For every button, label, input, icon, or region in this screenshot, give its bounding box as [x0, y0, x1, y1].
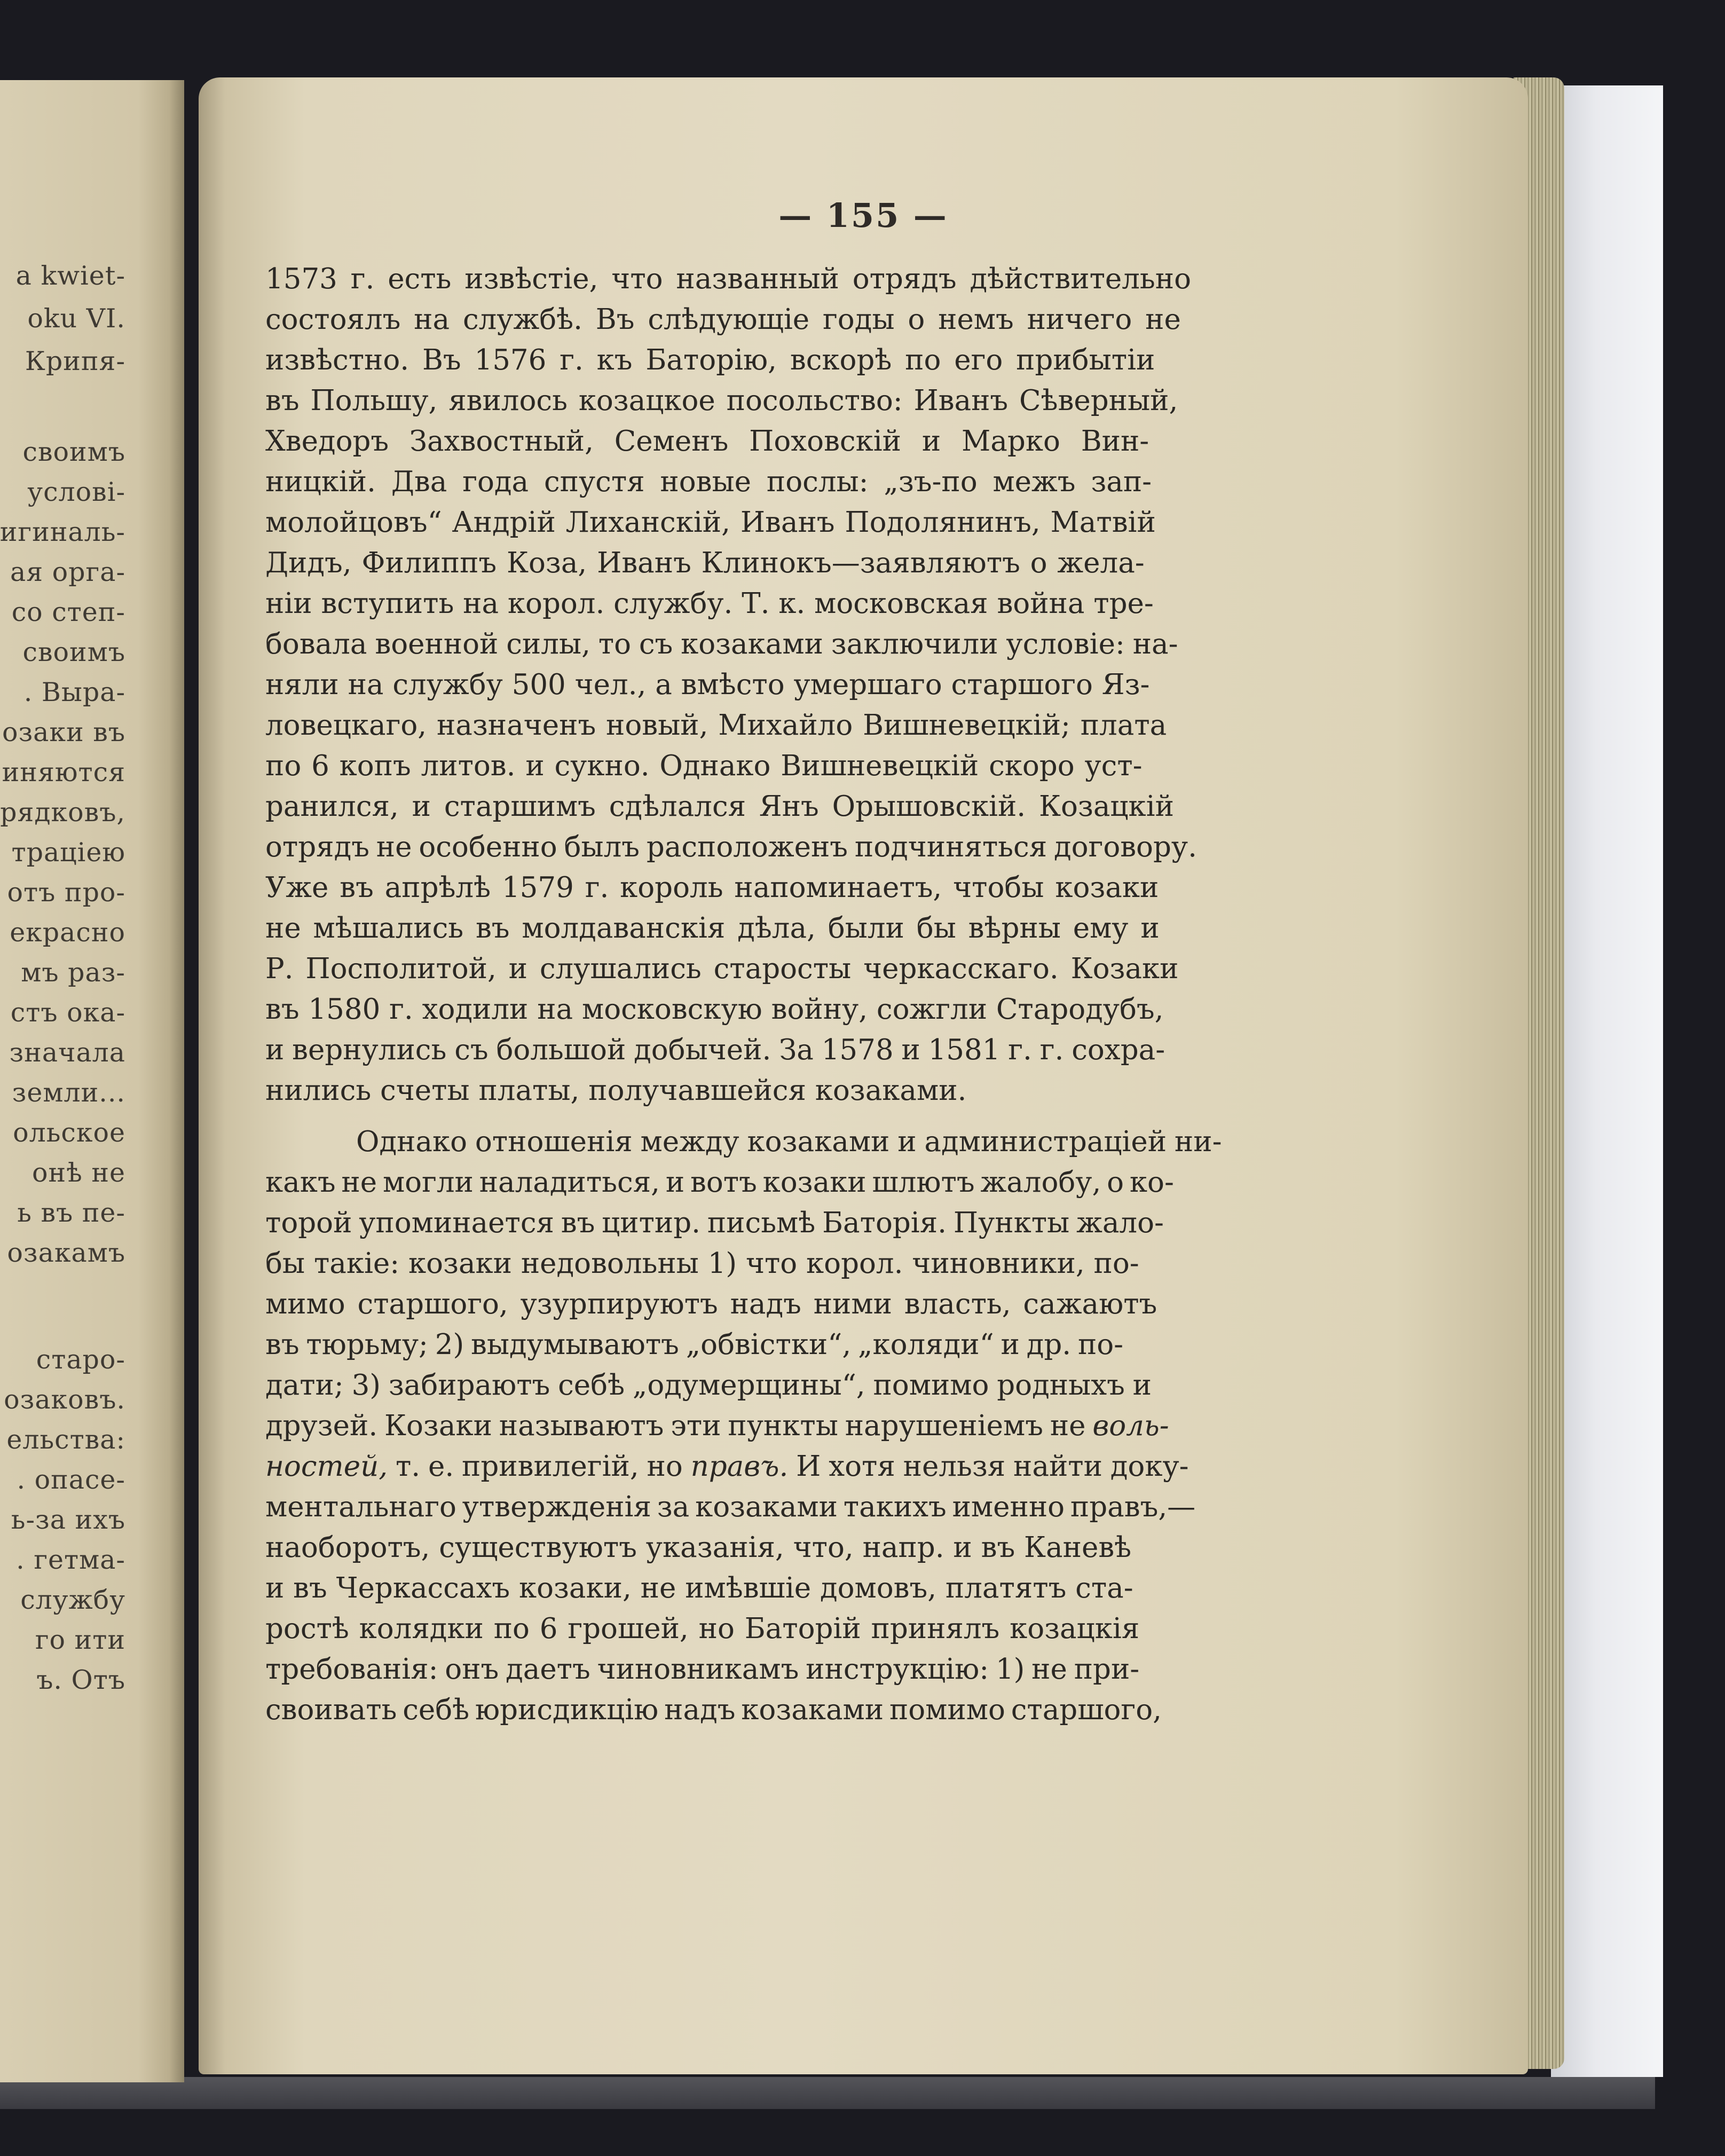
left-page-line: земли...: [12, 1077, 125, 1108]
text-line: ловецкаго, назначенъ новый, Михайло Вишневецкій; плата: [265, 709, 1167, 742]
text-line: и вернулись съ большой добычей. За 1578 и 1581 г. г. сохра-: [265, 1034, 1165, 1066]
text-line: Уже въ апрѣлѣ 1579 г. король напоминаетъ, чтобы козаки: [265, 871, 1159, 904]
page-number: — 155 —: [778, 196, 948, 235]
left-page-line: траціею: [11, 837, 125, 868]
text-line: не мѣшались въ молдаванскія дѣла, были бы вѣрны ему и: [265, 912, 1160, 945]
left-page-line: своимъ: [22, 437, 125, 467]
text-line: ницкій. Два года спустя новые послы: „зъ-по межъ зап-: [265, 466, 1152, 498]
italic-word: ностей,: [265, 1450, 388, 1483]
text-line: въ 1580 г. ходили на московскую войну, сожгли Стародубъ,: [265, 993, 1164, 1026]
left-page-line: старо-: [36, 1344, 125, 1375]
left-page-line: ь въ пе-: [17, 1198, 125, 1228]
text-line: бовала военной силы, то съ козаками заключили условіе: на-: [265, 628, 1178, 660]
text-line: Однако отношенія между козаками и администраціей ни-: [356, 1126, 1222, 1158]
left-page-line: . Выра-: [23, 677, 125, 707]
text-line: наоборотъ, существуютъ указанія, что, напр. и въ Каневѣ: [265, 1531, 1132, 1564]
left-page-line: ольское: [13, 1118, 125, 1148]
text-segment: т. е. привилегій, но: [388, 1450, 691, 1483]
text-line: дати; 3) забираютъ себѣ „одумерщины“, помимо родныхъ и: [265, 1369, 1152, 1402]
left-page-line: a kwiet-: [15, 261, 125, 291]
text-line: своивать себѣ юрисдикцію надъ козаками помимо старшого,: [265, 1694, 1162, 1726]
left-page-line: ь-за ихъ: [11, 1505, 125, 1535]
text-line: Р. Посполитой, и слушались старосты черкасскаго. Козаки: [265, 953, 1179, 985]
text-line: ніи вступить на корол. службу. Т. к. московская война тре-: [265, 587, 1154, 620]
left-page-line: озаковъ.: [4, 1384, 125, 1415]
text-segment: друзей. Козаки называютъ эти пункты нарушеніемъ не: [265, 1410, 1093, 1442]
text-line: и въ Черкассахъ козаки, не имѣвшіе домовъ, платятъ ста-: [265, 1572, 1133, 1604]
left-page-line: со степ-: [11, 597, 125, 627]
italic-word: правъ.: [690, 1450, 789, 1483]
left-page-line: значала: [9, 1037, 125, 1068]
left-page-line: иняются: [2, 757, 125, 788]
text-line: бы такіе: козаки недовольны 1) что корол. чиновники, по-: [265, 1247, 1139, 1280]
left-page: [0, 80, 184, 2082]
left-page-line: ая орга-: [10, 557, 125, 587]
left-page-line: го ити: [35, 1625, 125, 1655]
text-line: [265, 1446, 1309, 1487]
text-line: Дидъ, Филиппъ Коза, Иванъ Клинокъ—заявляютъ о жела-: [265, 547, 1145, 579]
text-line: Хведоръ Захвостный, Семенъ Поховскій и Марко Вин-: [265, 425, 1149, 458]
text-line: въ тюрьму; 2) выдумываютъ „обвістки“, „коляди“ и др. по-: [265, 1328, 1124, 1361]
text-line: состоялъ на службѣ. Въ слѣдующіе годы о немъ ничего не: [265, 303, 1181, 336]
left-page-line: игиналь-: [0, 517, 125, 547]
italic-word: воль-: [1092, 1410, 1169, 1442]
left-page-line: oku VI.: [27, 303, 125, 334]
left-page-line: стъ ока-: [10, 997, 125, 1028]
text-line: ментальнаго утвержденія за козаками такихъ именно правъ,—: [265, 1491, 1196, 1523]
left-page-line: рядковъ,: [0, 797, 125, 828]
left-page-line: отъ про-: [7, 877, 125, 908]
scanner-bottom-strip: [0, 2077, 1655, 2109]
text-line: мимо старшого, узурпируютъ надъ ними власть, сажаютъ: [265, 1288, 1157, 1320]
text-line: 1573 г. есть извѣстіе, что названный отрядъ дѣйствительно: [265, 263, 1192, 295]
text-line: нились счеты платы, получавшейся козаками.: [265, 1074, 967, 1107]
text-line: извѣстно. Въ 1576 г. къ Баторію, вскорѣ по его прибытіи: [265, 344, 1155, 376]
left-page-line: . опасе-: [17, 1465, 125, 1495]
text-line: торой упоминается въ цитир. письмѣ Баторія. Пункты жало-: [265, 1207, 1164, 1239]
left-page-line: озаки въ: [2, 717, 125, 747]
left-page-line: ъ. Отъ: [36, 1665, 125, 1695]
right-page: [199, 77, 1528, 2074]
text-line: требованія: онъ даетъ чиновникамъ инструкцію: 1) не при-: [265, 1653, 1140, 1686]
text-line: ростѣ колядки по 6 грошей, но Баторій принялъ козацкія: [265, 1612, 1140, 1645]
text-line: по 6 копъ литов. и сукно. Однако Вишневецкій скоро уст-: [265, 750, 1143, 782]
text-line: въ Польшу, явилось козацкое посольство: Иванъ Сѣверный,: [265, 384, 1178, 417]
left-page-line: озакамъ: [7, 1238, 125, 1268]
left-page-line: ельства:: [6, 1425, 125, 1455]
text-line: молойцовъ“ Андрій Лиханскій, Иванъ Подолянинъ, Матвій: [265, 506, 1156, 539]
text-line: ранился, и старшимъ сдѣлался Янъ Орышовскій. Козацкій: [265, 790, 1174, 823]
left-page-line: онѣ не: [32, 1158, 125, 1188]
left-page-line: службу: [20, 1585, 125, 1615]
left-page-line: екрасно: [10, 917, 125, 948]
left-page-line: . гетма-: [16, 1545, 125, 1575]
left-page-line: Крипя-: [25, 346, 125, 376]
backing-sheet: [1551, 85, 1663, 2077]
left-page-line: мъ раз-: [21, 957, 125, 988]
text-line: [265, 1406, 1309, 1446]
left-page-line: условi-: [27, 477, 125, 507]
text-line: какъ не могли наладиться, и вотъ козаки шлютъ жалобу, о ко-: [265, 1166, 1174, 1199]
page-text: [265, 259, 1309, 1730]
text-line: няли на службу 500 чел., а вмѣсто умершаго старшого Яз-: [265, 668, 1150, 701]
text-line: отрядъ не особенно былъ расположенъ подчиняться договору.: [265, 831, 1197, 863]
left-page-line: своимъ: [22, 637, 125, 667]
text-segment: И хотя нельзя найти доку-: [788, 1450, 1189, 1483]
